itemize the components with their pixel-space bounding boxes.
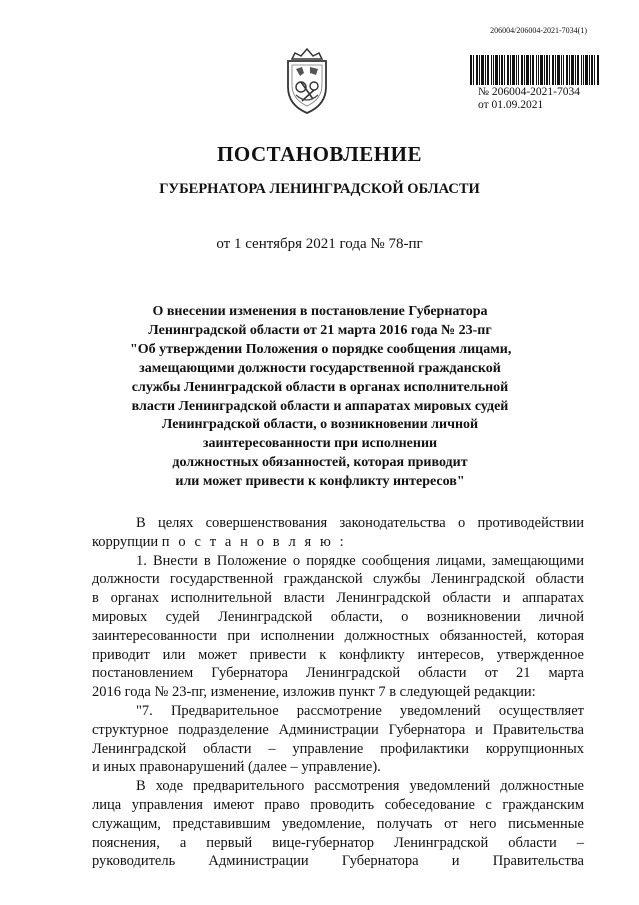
body-line: служащим, представившим уведомление, получать от него письменные: [92, 815, 584, 832]
body-line: [92, 533, 584, 552]
body-line: мировых судей Ленинградской области, о возникновении личной: [92, 608, 584, 625]
document-type-title: ПОСТАНОВЛЕНИЕ: [217, 142, 422, 166]
subject-line: власти Ленинградской области и аппаратах мировых судей: [131, 398, 509, 414]
registration-number: № 206004-2021-7034: [478, 86, 581, 98]
resolution-keyword: п о с т а н о в л я ю :: [161, 533, 347, 550]
body-line: "7. Предварительное рассмотрение уведомлений осуществляет: [136, 702, 584, 719]
body-line: заинтересованности при исполнении должностных обязанностей, которая: [92, 627, 584, 644]
body-line: руководитель Администрации Губернатора и Правительства: [92, 853, 584, 870]
subject-line: должностных обязанностей, которая приводит: [172, 455, 468, 471]
subject-line: "Об утверждении Положения о порядке сообщения лицами,: [130, 341, 512, 357]
body-line: в органах исполнительной власти Ленинградской области и аппаратах: [92, 590, 584, 607]
document-date-number: от 1 сентября 2021 года № 78-пг: [216, 236, 423, 252]
body-text-fragment: коррупции: [92, 533, 159, 550]
subject-line: Ленинградской области от 21 марта 2016 года № 23-пг: [148, 322, 492, 338]
subject-line: Ленинградской области, о возникновении личной: [161, 417, 479, 433]
body-line: 2016 года № 23-пг, изменение, изложив пункт 7 в следующей редакции:: [92, 684, 536, 701]
body-line: 1. Внести в Положение о порядке сообщения лицами, замещающими: [136, 552, 584, 569]
barcode: [470, 55, 600, 85]
coat-of-arms-icon: [282, 43, 332, 115]
body-line: пояснения, а первый вице-губернатор Ленинградской области –: [92, 834, 584, 851]
issuing-authority: ГУБЕРНАТОРА ЛЕНИНГРАДСКОЙ ОБЛАСТИ: [159, 181, 480, 197]
body-line: постановлением Губернатора Ленинградской области от 21 марта: [92, 665, 584, 682]
subject-line: заинтересованности при исполнении: [202, 436, 438, 452]
document-code: 206004/206004-2021-7034(1): [490, 26, 587, 35]
body-line: структурное подразделение Администрации Губернатора и Правительства: [92, 721, 584, 738]
subject-line: О внесении изменения в постановление Губернатора: [152, 304, 488, 319]
subject-line: службы Ленинградской области в органах исполнительной: [131, 379, 509, 395]
body-line: В ходе предварительного рассмотрения уведомлений должностные: [136, 778, 584, 795]
body-line: Ленинградской области – управление профилактики коррупционных: [92, 740, 584, 757]
document-body: [92, 514, 584, 871]
body-line: приводит или может привести к конфликту интересов, утвержденное: [92, 646, 584, 663]
subject-line: или может привести к конфликту интересов": [175, 474, 465, 490]
body-line: и иных правонарушений (далее – управление).: [92, 759, 381, 776]
body-line: лица управления имеют право проводить собеседование с гражданским: [92, 796, 584, 813]
body-line: В целях совершенствования законодательства о противодействии: [136, 515, 584, 531]
registration-date: от 01.09.2021: [478, 99, 544, 111]
body-line: должности государственной гражданской службы Ленинградской области: [92, 571, 584, 588]
subject-line: замещающими должности государственной гражданской: [139, 360, 501, 376]
document-subject: [130, 303, 510, 492]
